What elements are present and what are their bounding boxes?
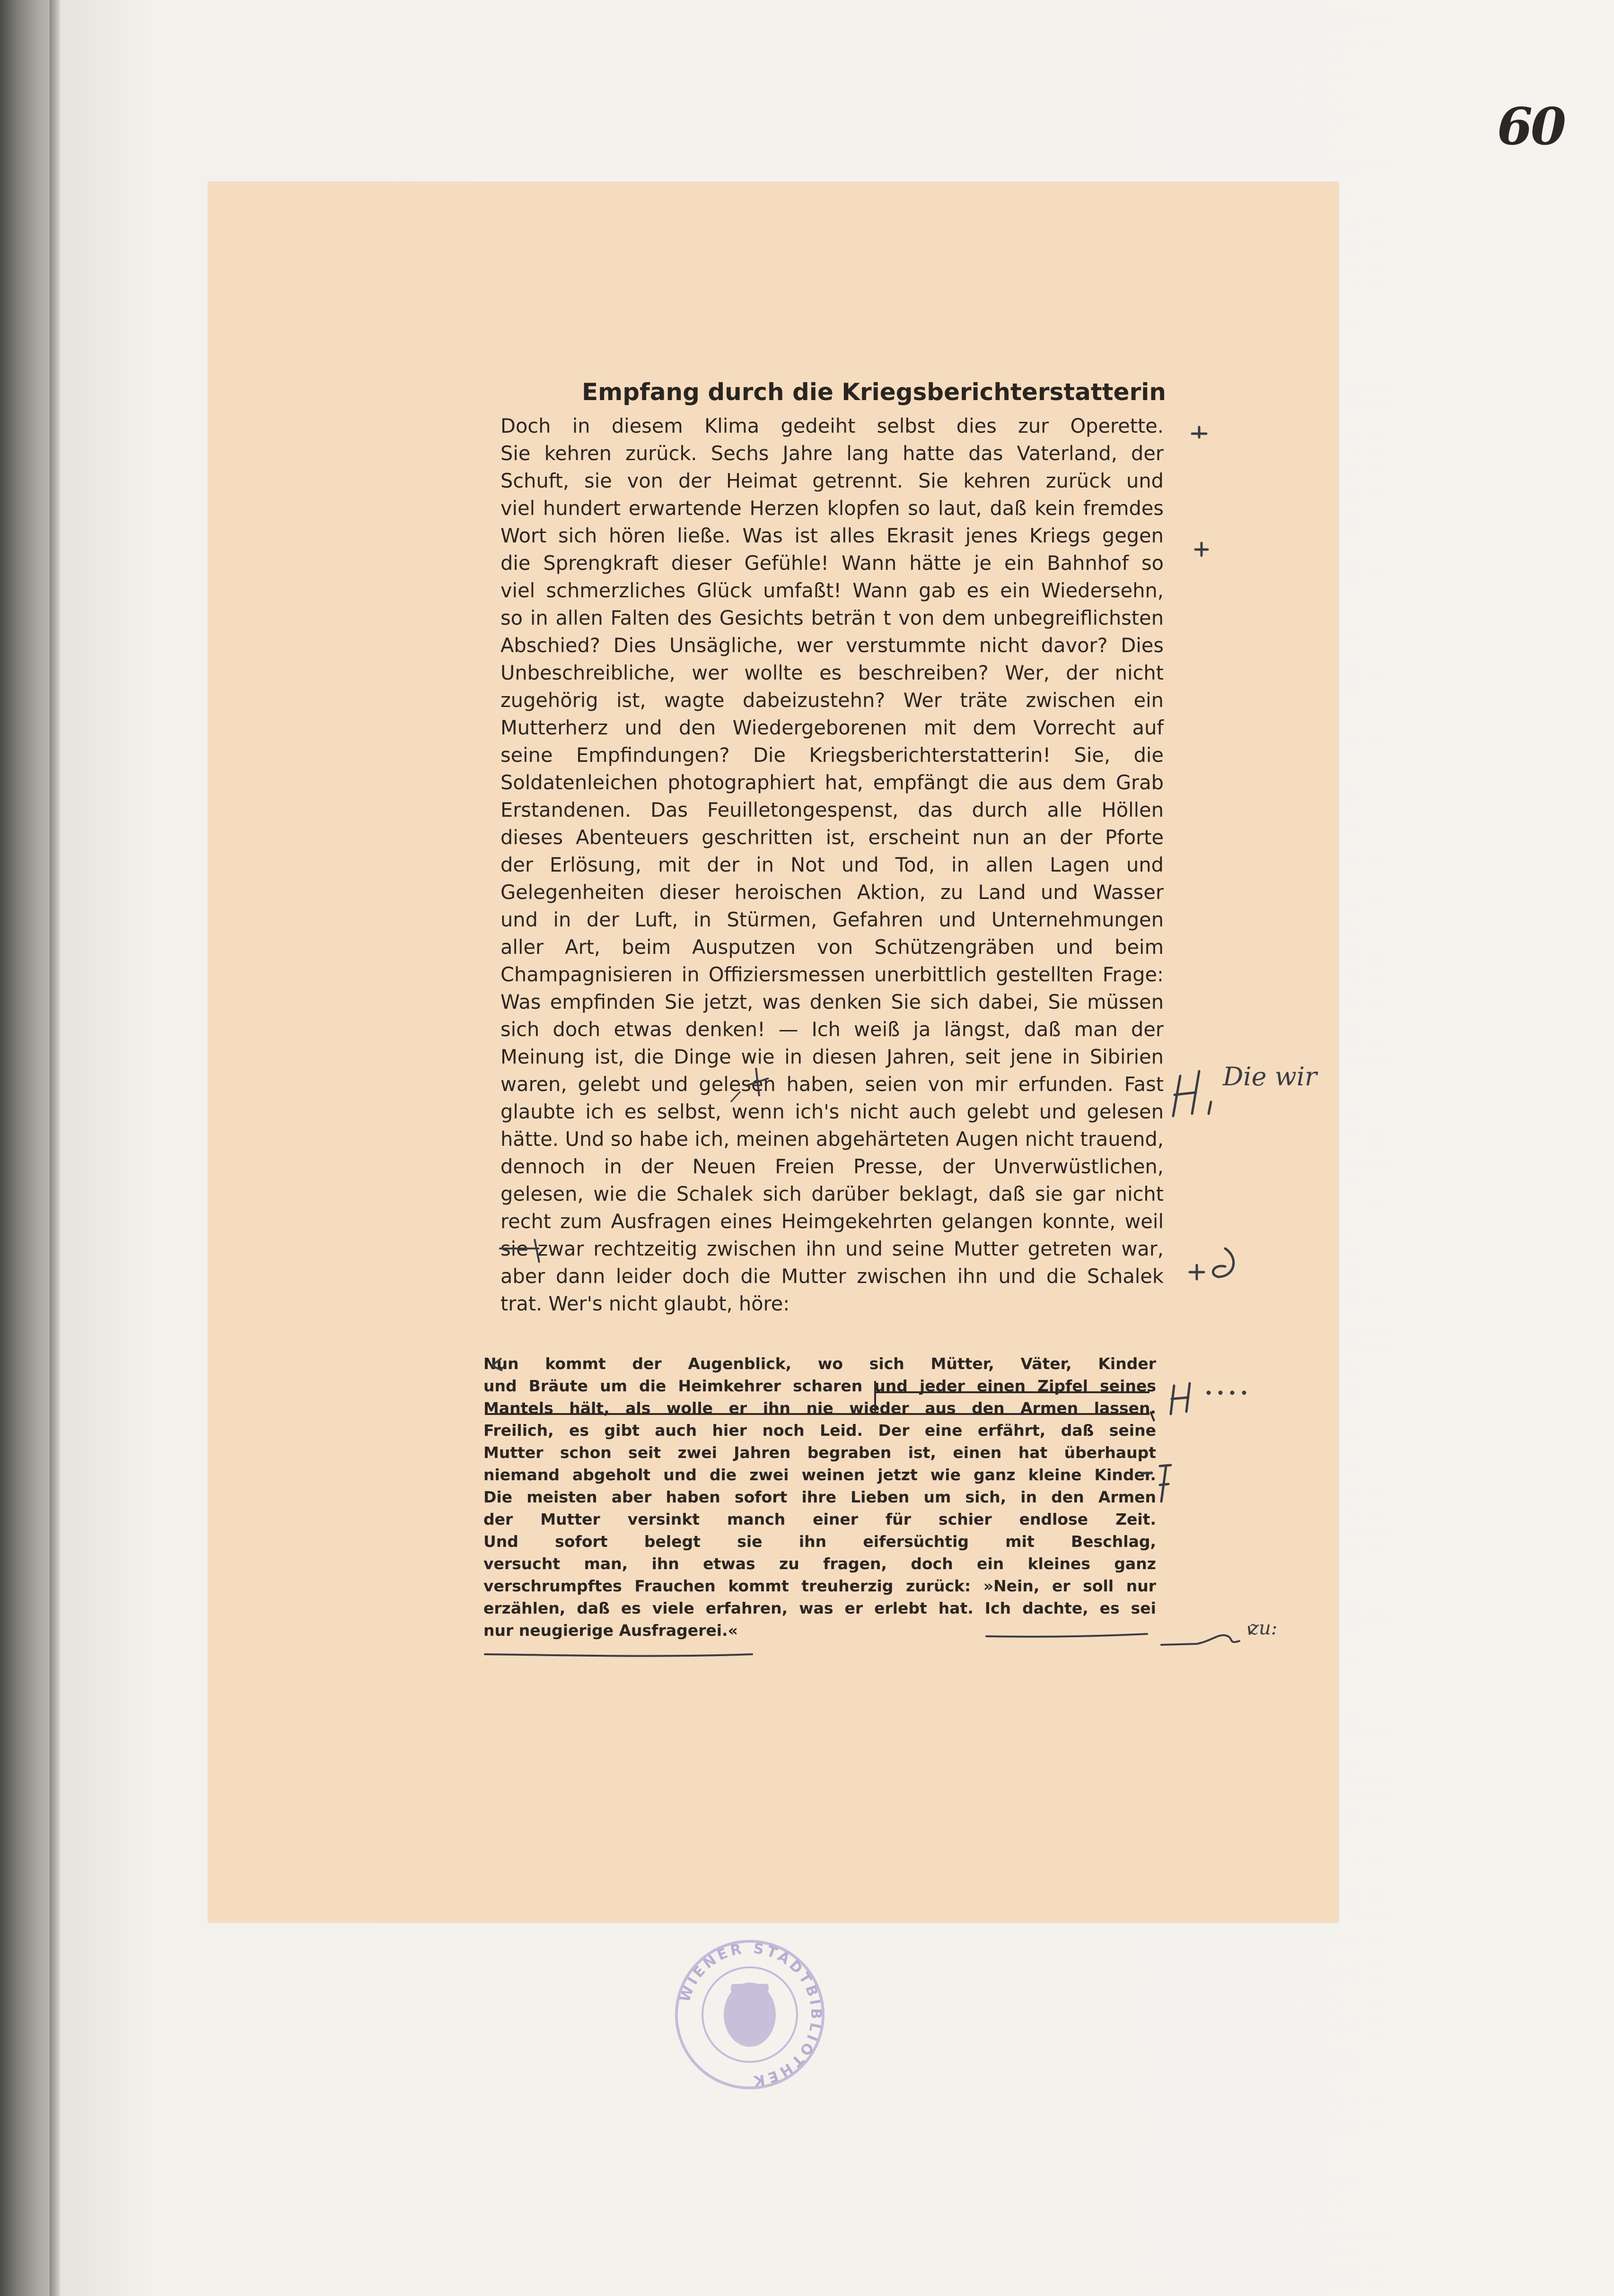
body-line: dieses Abenteuers geschritten ist, erscheint nun an der Pforte [500, 826, 1164, 849]
svg-text:WIENER STADTBIBLIOTHEK: WIENER STADTBIBLIOTHEK [676, 1940, 825, 2089]
body-line: zugehörig ist, wagte dabeizustehn? Wer träte zwischen ein [500, 689, 1164, 712]
body-line: Abschied? Dies Unsägliche, wer verstummte nicht davor? Dies [500, 634, 1164, 657]
body-line: seine Empfindungen? Die Kriegsberichterstatterin! Sie, die [500, 743, 1164, 767]
quote-line: der Mutter versinkt manch einer für schier endlose Zeit. [483, 1510, 1156, 1528]
body-line: Schuft, sie von der Heimat getrennt. Sie kehren zurück und [500, 469, 1164, 492]
body-line: gelesen, wie die Schalek sich darüber beklagt, daß sie gar nicht [500, 1182, 1164, 1205]
body-line: viel schmerzliches Glück umfaßt! Wann gab es ein Wiedersehn, [500, 579, 1164, 602]
body-line: die Sprengkraft dieser Gefühle! Wann hätte je ein Bahnhof so [500, 551, 1164, 575]
quote-line: Freilich, es gibt auch hier noch Leid. Der eine erfährt, daß seine [483, 1421, 1156, 1440]
body-line: Mutterherz und den Wiedergeborenen mit dem Vorrecht auf [500, 716, 1164, 739]
body-line: Doch in diesem Klima gedeiht selbst dies zur Operette. [500, 414, 1164, 437]
body-line: Was empfinden Sie jetzt, was denken Sie sich dabei, Sie müssen [500, 990, 1164, 1013]
body-line: Wort sich hören ließe. Was ist alles Ekrasit jenes Kriegs gegen [500, 524, 1164, 547]
body-line: so in allen Falten des Gesichts beträn t von dem unbegreiflichsten [500, 606, 1164, 629]
book-spine [0, 0, 54, 2296]
quote-line: Die meisten aber haben sofort ihre Lieben um sich, in den Armen [483, 1488, 1156, 1506]
body-line: Champagnisieren in Offiziersmessen unerbittlich gestellten Frage: [500, 963, 1164, 986]
handwritten-zu: zu: [1249, 1617, 1278, 1639]
body-line: und in der Luft, in Stürmen, Gefahren und Unternehmungen [500, 908, 1164, 931]
body-line: aller Art, beim Ausputzen von Schützengräben und beim [500, 935, 1164, 959]
spine-edge [50, 0, 60, 2296]
quote-line: Mutter schon seit zwei Jahren begraben ist, einen hat überhaupt [483, 1443, 1156, 1462]
body-line: Soldatenleichen photographiert hat, empfängt die aus dem Grab [500, 771, 1164, 794]
library-stamp [672, 1934, 828, 2095]
quote-line: versucht man, ihn etwas zu fragen, doch ein kleines ganz [483, 1554, 1156, 1573]
body-line: sich doch etwas denken! — Ich weiß ja längst, daß man der [500, 1018, 1164, 1041]
body-line: dennoch in der Neuen Freien Presse, der Unverwüstlichen, [500, 1155, 1164, 1178]
handwritten-die-wir: Die wir [1223, 1062, 1317, 1091]
body-line: Unbeschreibliche, wer wollte es beschreiben? Wer, der nicht [500, 661, 1164, 684]
body-line: sie zwar rechtzeitig zwischen ihn und seine Mutter getreten war, [500, 1237, 1164, 1260]
body-line: recht zum Ausfragen eines Heimgekehrten gelangen konnte, weil [500, 1210, 1164, 1233]
body-line: Meinung ist, die Dinge wie in diesen Jahren, seit jene in Sibirien [500, 1045, 1164, 1068]
quote-line: Mantels hält, als wolle er ihn nie wieder aus den Armen lassen. [483, 1399, 1156, 1417]
quote-line: niemand abgeholt und die zwei weinen jetzt wie ganz kleine Kinder. [483, 1466, 1156, 1484]
body-line: der Erlösung, mit der in Not und Tod, in allen Lagen und [500, 853, 1164, 876]
article-body [500, 412, 1164, 1318]
quote-line: nur neugierige Ausfragerei.« [483, 1621, 738, 1640]
quoted-passage [483, 1353, 1156, 1641]
quote-line: Und sofort belegt sie ihn eifersüchtig mit Beschlag, [483, 1532, 1156, 1551]
body-line: waren, gelebt und gelesen haben, seien von mir erfunden. Fast [500, 1073, 1164, 1096]
body-line: viel hundert erwartende Herzen klopfen so laut, daß kein fremdes [500, 497, 1164, 520]
body-line: Erstandenen. Das Feuilletongespenst, das durch alle Höllen [500, 798, 1164, 821]
quote-line: verschrumpftes Frauchen kommt treuherzig zurück: »Nein, er soll nur [483, 1577, 1156, 1595]
quote-line: erzählen, daß es viele erfahren, was er erlebt hat. Ich dachte, es sei [483, 1599, 1156, 1617]
body-line: Sie kehren zurück. Sechs Jahre lang hatte das Vaterland, der [500, 442, 1164, 465]
body-line: glaubte ich es selbst, wenn ich's nicht auch gelebt und gelesen [500, 1100, 1164, 1123]
article-headline: Empfang durch die Kriegsberichterstatterin [582, 378, 1166, 406]
page-number: 60 [1497, 97, 1564, 157]
quote-line: Nun kommt der Augenblick, wo sich Mütter, Väter, Kinder [483, 1354, 1156, 1373]
body-line: trat. Wer's nicht glaubt, höre: [500, 1292, 790, 1315]
body-line: Gelegenheiten dieser heroischen Aktion, zu Land und Wasser [500, 881, 1164, 904]
quote-line: und Bräute um die Heimkehrer scharen und jeder einen Zipfel seines [483, 1377, 1156, 1395]
body-line: hätte. Und so habe ich, meinen abgehärteten Augen nicht trauend, [500, 1127, 1164, 1151]
body-line: aber dann leider doch die Mutter zwischen ihn und die Schalek [500, 1265, 1164, 1288]
